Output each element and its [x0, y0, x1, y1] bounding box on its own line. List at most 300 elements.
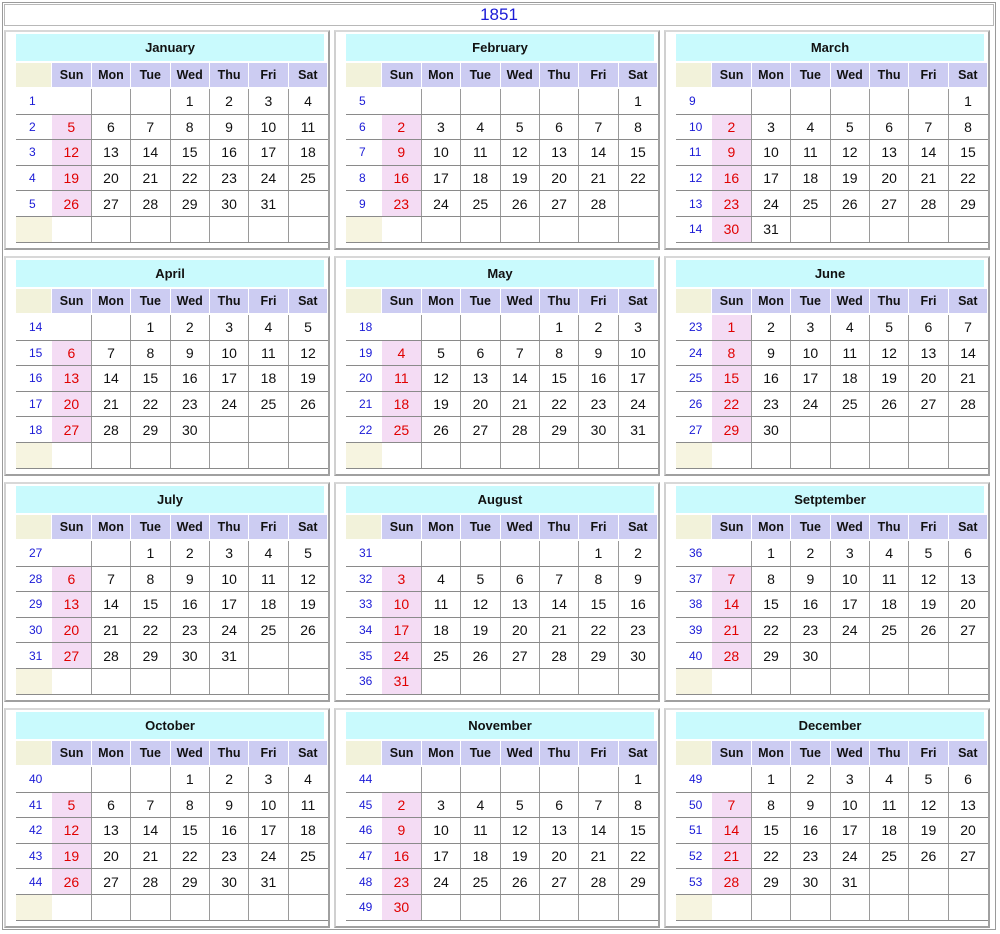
day-cell: 8 [618, 792, 657, 818]
day-cell: 22 [170, 165, 209, 191]
week-number: 49 [346, 894, 382, 920]
week-number: 3 [16, 140, 52, 166]
day-cell: 25 [288, 165, 327, 191]
weekday-header: Wed [170, 289, 209, 314]
day-cell: 7 [948, 314, 987, 340]
weekday-header: Mon [421, 741, 460, 766]
day-cell [170, 668, 209, 694]
month-panel-may [334, 256, 660, 476]
weekday-header: Tue [131, 63, 170, 88]
week-row [16, 114, 328, 140]
day-cell: 19 [421, 391, 460, 417]
day-cell [579, 668, 618, 694]
week-number: 50 [676, 792, 712, 818]
day-cell [421, 88, 460, 114]
day-cell: 8 [618, 114, 657, 140]
day-cell: 8 [131, 566, 170, 592]
day-cell: 16 [618, 592, 657, 618]
day-cell [618, 894, 657, 920]
day-cell [421, 668, 460, 694]
day-cell [539, 894, 578, 920]
day-cell: 9 [209, 114, 248, 140]
day-cell [830, 894, 869, 920]
week-row [16, 592, 328, 618]
day-cell: 4 [830, 314, 869, 340]
day-cell: 29 [751, 643, 790, 669]
day-cell: 21 [948, 366, 987, 392]
day-cell: 23 [209, 843, 248, 869]
month-table [16, 289, 328, 469]
day-cell [830, 417, 869, 443]
month-table [346, 63, 658, 243]
weekday-header: Fri [579, 515, 618, 540]
day-cell: 18 [869, 592, 908, 618]
day-cell [421, 216, 460, 242]
day-cell: 4 [288, 88, 327, 114]
day-cell: 5 [830, 114, 869, 140]
month-table [676, 515, 988, 695]
week-number: 14 [676, 216, 712, 242]
week-number: 2 [16, 114, 52, 140]
day-cell [948, 869, 987, 895]
day-cell: 19 [288, 366, 327, 392]
day-cell: 19 [909, 592, 948, 618]
weekday-header: Wed [170, 63, 209, 88]
day-cell: 4 [421, 566, 460, 592]
day-cell: 11 [249, 566, 288, 592]
day-cell: 25 [869, 843, 908, 869]
day-cell [751, 442, 790, 468]
day-cell: 30 [209, 869, 248, 895]
day-cell: 22 [131, 617, 170, 643]
week-row [676, 391, 988, 417]
day-cell: 21 [131, 165, 170, 191]
week-number: 15 [16, 340, 52, 366]
week-number [346, 442, 382, 468]
day-cell: 19 [461, 617, 500, 643]
day-cell: 26 [869, 391, 908, 417]
day-cell: 18 [461, 843, 500, 869]
month-table [346, 741, 658, 921]
week-number-header [346, 289, 382, 314]
week-row [676, 114, 988, 140]
week-number: 24 [676, 340, 712, 366]
day-cell [539, 88, 578, 114]
day-cell: 3 [249, 88, 288, 114]
weekday-header: Sat [618, 289, 657, 314]
day-cell: 15 [131, 366, 170, 392]
day-cell [288, 869, 327, 895]
day-cell [909, 643, 948, 669]
day-cell: 29 [751, 869, 790, 895]
day-cell: 1 [948, 88, 987, 114]
day-cell [909, 869, 948, 895]
day-cell: 10 [421, 140, 460, 166]
week-row [16, 792, 328, 818]
week-row [346, 114, 658, 140]
day-cell: 25 [461, 191, 500, 217]
week-number: 5 [346, 88, 382, 114]
day-cell: 19 [288, 592, 327, 618]
day-cell: 30 [618, 643, 657, 669]
week-row [346, 592, 658, 618]
weekday-header: Wed [500, 515, 539, 540]
weekday-header-row [346, 515, 658, 540]
week-row [346, 643, 658, 669]
day-cell [751, 668, 790, 694]
sunday-cell: 23 [712, 191, 751, 217]
day-cell: 1 [539, 314, 578, 340]
sunday-cell: 2 [712, 114, 751, 140]
day-cell [461, 442, 500, 468]
day-cell: 25 [421, 643, 460, 669]
day-cell: 2 [170, 540, 209, 566]
day-cell: 26 [421, 417, 460, 443]
day-cell: 18 [869, 818, 908, 844]
day-cell: 24 [249, 843, 288, 869]
sunday-cell [52, 442, 91, 468]
day-cell: 8 [751, 792, 790, 818]
day-cell: 16 [170, 592, 209, 618]
day-cell: 9 [209, 792, 248, 818]
day-cell: 7 [539, 566, 578, 592]
day-cell: 29 [170, 191, 209, 217]
week-row [676, 366, 988, 392]
day-cell [869, 442, 908, 468]
month-title: July [16, 486, 324, 513]
sunday-cell [382, 216, 421, 242]
day-cell [909, 88, 948, 114]
day-cell: 12 [500, 818, 539, 844]
weekday-header: Sun [712, 63, 751, 88]
month-table [676, 741, 988, 921]
week-number: 44 [16, 869, 52, 895]
weekday-header: Fri [909, 289, 948, 314]
weekday-header: Tue [131, 515, 170, 540]
day-cell: 10 [830, 792, 869, 818]
day-cell: 2 [209, 766, 248, 792]
week-number: 36 [346, 668, 382, 694]
sunday-cell [712, 442, 751, 468]
weekday-header: Sat [618, 63, 657, 88]
day-cell [618, 191, 657, 217]
day-cell [288, 191, 327, 217]
week-number: 18 [346, 314, 382, 340]
day-cell: 15 [751, 818, 790, 844]
day-cell [791, 216, 830, 242]
week-row [346, 792, 658, 818]
day-cell [500, 314, 539, 340]
day-cell: 3 [249, 766, 288, 792]
day-cell: 6 [539, 792, 578, 818]
month-table [16, 63, 328, 243]
week-number: 40 [676, 643, 712, 669]
day-cell: 19 [500, 843, 539, 869]
year-title: 1851 [4, 4, 994, 26]
day-cell: 18 [791, 165, 830, 191]
day-cell: 15 [618, 818, 657, 844]
week-number-header [346, 63, 382, 88]
day-cell: 26 [830, 191, 869, 217]
day-cell [579, 88, 618, 114]
day-cell [421, 442, 460, 468]
day-cell: 25 [461, 869, 500, 895]
weekday-header-row [676, 515, 988, 540]
day-cell: 3 [209, 314, 248, 340]
day-cell: 15 [948, 140, 987, 166]
day-cell: 20 [948, 818, 987, 844]
day-cell: 15 [751, 592, 790, 618]
sunday-cell: 28 [712, 643, 751, 669]
sunday-cell: 9 [382, 140, 421, 166]
day-cell: 28 [131, 191, 170, 217]
weekday-header-row [346, 289, 658, 314]
day-cell: 23 [209, 165, 248, 191]
weekday-header: Sat [948, 741, 987, 766]
day-cell: 5 [869, 314, 908, 340]
day-cell: 26 [288, 617, 327, 643]
day-cell [209, 894, 248, 920]
day-cell: 9 [170, 566, 209, 592]
week-row [16, 766, 328, 792]
day-cell: 13 [500, 592, 539, 618]
week-row [346, 617, 658, 643]
day-cell [500, 216, 539, 242]
weekday-header: Sat [618, 515, 657, 540]
day-cell: 10 [791, 340, 830, 366]
week-number: 30 [16, 617, 52, 643]
day-cell: 20 [869, 165, 908, 191]
week-number [346, 216, 382, 242]
weekday-header: Wed [500, 289, 539, 314]
day-cell: 16 [579, 366, 618, 392]
day-cell: 5 [288, 314, 327, 340]
day-cell: 21 [91, 391, 130, 417]
day-cell: 24 [618, 391, 657, 417]
week-number: 4 [16, 165, 52, 191]
day-cell [249, 894, 288, 920]
week-row [16, 417, 328, 443]
sunday-cell: 12 [52, 818, 91, 844]
month-panel-february [334, 30, 660, 250]
week-number [16, 894, 52, 920]
day-cell: 4 [249, 540, 288, 566]
month-panel-june [664, 256, 990, 476]
sunday-cell: 16 [712, 165, 751, 191]
day-cell: 31 [209, 643, 248, 669]
sunday-cell: 5 [52, 792, 91, 818]
week-row [346, 442, 658, 468]
week-number-header [676, 289, 712, 314]
day-cell: 24 [751, 191, 790, 217]
day-cell: 12 [909, 566, 948, 592]
sunday-cell: 31 [382, 668, 421, 694]
weekday-header: Wed [830, 741, 869, 766]
week-row [16, 366, 328, 392]
day-cell: 16 [209, 140, 248, 166]
weekday-header: Sat [948, 63, 987, 88]
weekday-header: Tue [791, 63, 830, 88]
day-cell: 11 [421, 592, 460, 618]
week-row [16, 643, 328, 669]
week-number: 41 [16, 792, 52, 818]
week-number-header [676, 741, 712, 766]
month-title: March [676, 34, 984, 61]
day-cell: 26 [909, 617, 948, 643]
day-cell [618, 442, 657, 468]
day-cell: 3 [830, 540, 869, 566]
week-number-header [346, 515, 382, 540]
week-number: 38 [676, 592, 712, 618]
day-cell: 8 [539, 340, 578, 366]
day-cell [131, 442, 170, 468]
sunday-cell: 2 [382, 114, 421, 140]
day-cell [869, 869, 908, 895]
week-row [346, 216, 658, 242]
day-cell: 6 [91, 792, 130, 818]
week-number: 19 [346, 340, 382, 366]
week-row [346, 540, 658, 566]
week-number: 9 [346, 191, 382, 217]
day-cell: 31 [249, 869, 288, 895]
weekday-header: Thu [869, 289, 908, 314]
weekday-header: Thu [869, 63, 908, 88]
week-number-header [16, 741, 52, 766]
day-cell: 1 [170, 766, 209, 792]
weekday-header: Fri [579, 289, 618, 314]
day-cell [421, 540, 460, 566]
week-number [676, 442, 712, 468]
day-cell: 14 [131, 140, 170, 166]
weekday-header: Thu [869, 515, 908, 540]
day-cell [461, 88, 500, 114]
day-cell: 8 [579, 566, 618, 592]
day-cell [131, 668, 170, 694]
day-cell: 13 [91, 818, 130, 844]
day-cell [131, 894, 170, 920]
month-panel-november [334, 708, 660, 928]
sunday-cell: 23 [382, 191, 421, 217]
day-cell: 9 [791, 792, 830, 818]
day-cell [461, 766, 500, 792]
day-cell [909, 216, 948, 242]
sunday-cell: 12 [52, 140, 91, 166]
day-cell: 28 [579, 191, 618, 217]
weekday-header: Sat [618, 741, 657, 766]
months-grid [4, 30, 994, 928]
sunday-cell: 9 [712, 140, 751, 166]
day-cell: 1 [131, 314, 170, 340]
month-title: November [346, 712, 654, 739]
week-row [16, 894, 328, 920]
day-cell: 24 [209, 391, 248, 417]
weekday-header: Sat [288, 741, 327, 766]
day-cell: 22 [579, 617, 618, 643]
day-cell: 1 [751, 766, 790, 792]
day-cell: 14 [948, 340, 987, 366]
day-cell [830, 668, 869, 694]
day-cell: 26 [288, 391, 327, 417]
weekday-header: Thu [209, 741, 248, 766]
day-cell [579, 216, 618, 242]
week-row [676, 668, 988, 694]
day-cell: 11 [869, 566, 908, 592]
week-row [676, 843, 988, 869]
day-cell: 27 [909, 391, 948, 417]
week-row [676, 340, 988, 366]
weekday-header: Thu [539, 741, 578, 766]
day-cell [461, 668, 500, 694]
day-cell: 23 [751, 391, 790, 417]
day-cell: 1 [618, 766, 657, 792]
day-cell [909, 417, 948, 443]
day-cell [170, 216, 209, 242]
week-number: 35 [346, 643, 382, 669]
month-panel-july [4, 482, 330, 702]
week-number: 32 [346, 566, 382, 592]
month-panel-october [4, 708, 330, 928]
day-cell [91, 894, 130, 920]
day-cell: 17 [791, 366, 830, 392]
weekday-header: Tue [791, 289, 830, 314]
day-cell: 27 [500, 643, 539, 669]
day-cell: 21 [131, 843, 170, 869]
day-cell: 24 [791, 391, 830, 417]
day-cell: 30 [209, 191, 248, 217]
week-number: 39 [676, 617, 712, 643]
week-number: 37 [676, 566, 712, 592]
sunday-cell: 16 [382, 165, 421, 191]
day-cell: 23 [579, 391, 618, 417]
weekday-header: Mon [91, 289, 130, 314]
day-cell [249, 216, 288, 242]
day-cell: 21 [579, 843, 618, 869]
day-cell: 11 [791, 140, 830, 166]
day-cell: 28 [539, 643, 578, 669]
sunday-cell: 21 [712, 617, 751, 643]
day-cell [869, 894, 908, 920]
day-cell [948, 894, 987, 920]
day-cell: 27 [539, 191, 578, 217]
week-row [16, 391, 328, 417]
day-cell [791, 88, 830, 114]
weekday-header: Fri [579, 63, 618, 88]
week-number: 36 [676, 540, 712, 566]
day-cell: 6 [948, 540, 987, 566]
day-cell: 5 [909, 540, 948, 566]
day-cell [830, 442, 869, 468]
day-cell [751, 894, 790, 920]
sunday-cell: 21 [712, 843, 751, 869]
month-table [346, 289, 658, 469]
week-row [346, 191, 658, 217]
day-cell: 28 [579, 869, 618, 895]
day-cell: 22 [539, 391, 578, 417]
day-cell: 11 [461, 818, 500, 844]
day-cell: 12 [869, 340, 908, 366]
weekday-header: Sun [52, 515, 91, 540]
weekday-header: Tue [131, 741, 170, 766]
day-cell: 13 [948, 792, 987, 818]
day-cell [579, 766, 618, 792]
week-row [346, 566, 658, 592]
week-number-header [16, 515, 52, 540]
day-cell: 7 [909, 114, 948, 140]
week-number: 10 [676, 114, 712, 140]
day-cell: 26 [500, 191, 539, 217]
day-cell [288, 894, 327, 920]
day-cell: 16 [751, 366, 790, 392]
